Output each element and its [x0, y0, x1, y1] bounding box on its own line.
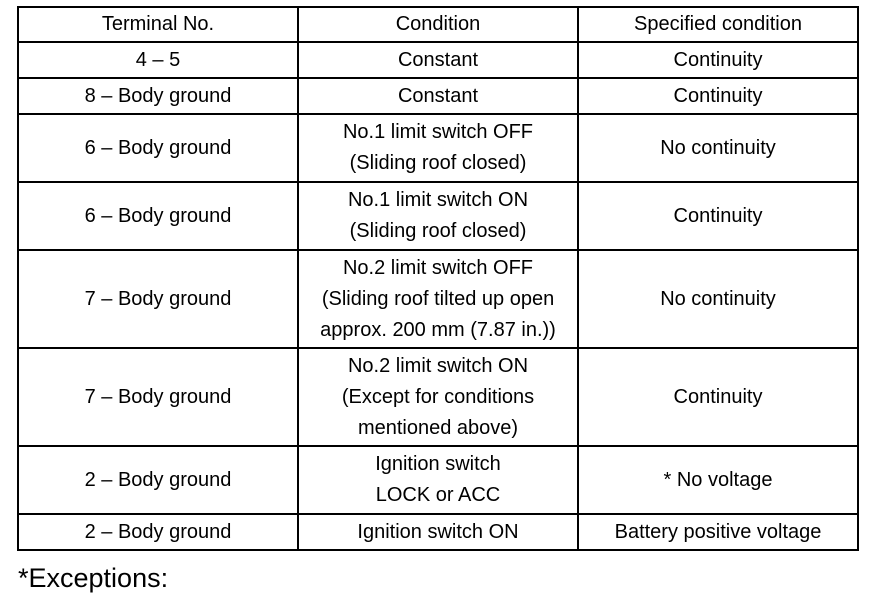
condition-line: No.2 limit switch OFF — [342, 256, 534, 279]
table-row — [18, 446, 858, 514]
header-terminal: Terminal No. — [18, 7, 298, 42]
condition-line: Ignition switch ON — [357, 520, 519, 543]
table-row — [18, 250, 858, 348]
condition-line: approx. 200 mm (7.87 in.)) — [320, 318, 556, 341]
condition-cell — [298, 446, 578, 514]
condition-line: Constant — [397, 84, 479, 107]
header-condition: Condition — [298, 7, 578, 42]
condition-cell — [298, 78, 578, 114]
specification-table — [17, 6, 859, 551]
table-row — [18, 182, 858, 250]
specified-cell: Continuity — [578, 42, 858, 78]
terminal-cell: 8 – Body ground — [18, 78, 298, 114]
specified-cell: * No voltage — [578, 446, 858, 514]
specified-cell: Continuity — [578, 348, 858, 446]
condition-cell — [298, 182, 578, 250]
condition-line: No.2 limit switch ON — [347, 354, 529, 377]
table-row — [18, 42, 858, 78]
condition-line: Constant — [397, 48, 479, 71]
terminal-cell: 4 – 5 — [18, 42, 298, 78]
condition-line: (Sliding roof closed) — [349, 152, 527, 174]
exceptions-footnote: *Exceptions: — [18, 563, 169, 593]
condition-line: (Sliding roof closed) — [349, 220, 527, 242]
table-row — [18, 348, 858, 446]
condition-cell — [298, 250, 578, 348]
condition-line: (Except for conditions — [341, 385, 535, 408]
condition-line: mentioned above) — [357, 416, 519, 439]
terminal-cell: 2 – Body ground — [18, 446, 298, 514]
condition-cell — [298, 348, 578, 446]
condition-line: (Sliding roof tilted up open — [321, 287, 555, 310]
condition-cell — [298, 42, 578, 78]
condition-line: No.1 limit switch ON — [347, 189, 529, 211]
condition-cell — [298, 514, 578, 550]
condition-line: No.1 limit switch OFF — [342, 121, 534, 143]
terminal-cell: 6 – Body ground — [18, 182, 298, 250]
terminal-cell: 2 – Body ground — [18, 514, 298, 550]
specified-cell: Continuity — [578, 78, 858, 114]
terminal-cell: 6 – Body ground — [18, 114, 298, 182]
terminal-cell: 7 – Body ground — [18, 348, 298, 446]
table-row — [18, 78, 858, 114]
condition-cell — [298, 114, 578, 182]
table-row — [18, 114, 858, 182]
specified-cell: Continuity — [578, 182, 858, 250]
table-header-row — [18, 7, 858, 42]
terminal-cell: 7 – Body ground — [18, 250, 298, 348]
specified-cell: No continuity — [578, 250, 858, 348]
header-specified-condition: Specified condition — [578, 7, 858, 42]
specified-cell: No continuity — [578, 114, 858, 182]
table-row — [18, 514, 858, 550]
condition-line: Ignition switch — [375, 453, 501, 475]
condition-line: LOCK or ACC — [375, 484, 501, 506]
specified-cell: Battery positive voltage — [578, 514, 858, 550]
